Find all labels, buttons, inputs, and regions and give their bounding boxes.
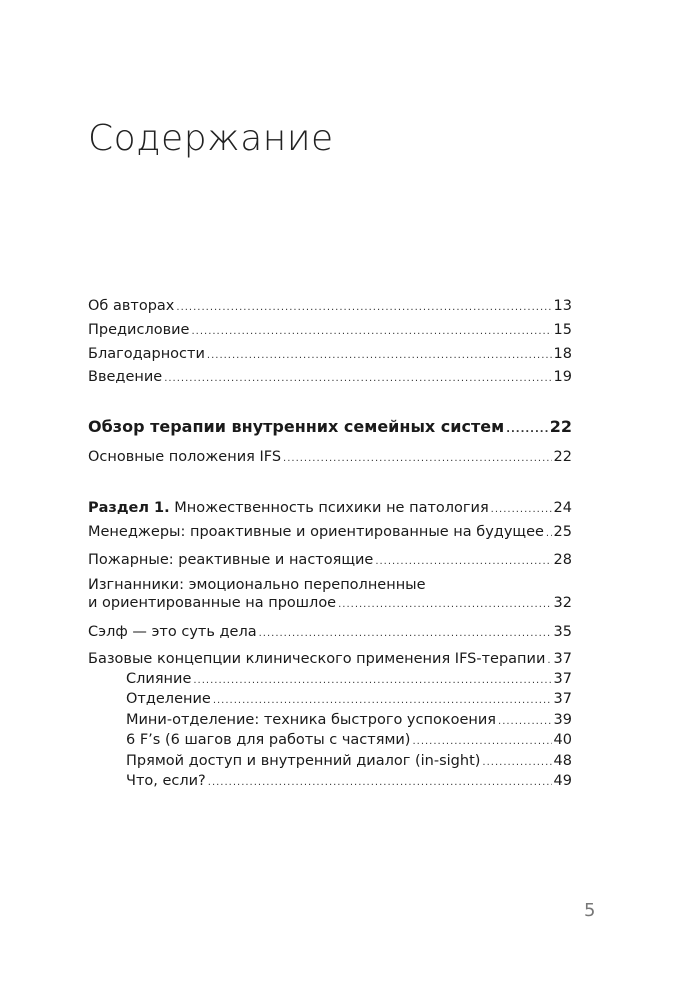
dot-leader <box>375 553 551 571</box>
toc-entry-page: 49 <box>553 773 572 789</box>
dot-leader <box>546 525 552 543</box>
toc-entry-page: 37 <box>553 651 572 667</box>
toc-entry-firefighters[interactable] <box>88 551 572 571</box>
toc-entry-title-line2: и ориентированные на прошлое <box>88 595 337 611</box>
toc-entry-page: 19 <box>553 369 572 385</box>
toc-entry-introduction[interactable] <box>88 368 572 388</box>
toc-entry-title: Отделение <box>126 691 211 707</box>
toc-subentry-blending[interactable] <box>126 670 572 690</box>
dot-leader <box>283 450 552 468</box>
toc-entry-title: Сэлф — это суть дела <box>88 624 257 640</box>
toc-entry-title: Мини-отделение: техника быстрого успокоения <box>126 712 497 728</box>
toc-entry-title: Что, если? <box>126 773 206 789</box>
dot-leader <box>208 774 552 792</box>
toc-entry-self[interactable] <box>88 623 572 643</box>
toc-entry-page: 37 <box>553 671 572 687</box>
toc-subentry-mini-unblending[interactable] <box>126 711 572 731</box>
toc-entry-page: 22 <box>549 417 572 436</box>
toc-entry-ifs-basics[interactable] <box>88 448 572 468</box>
toc-entry-title: Основные положения IFS <box>88 449 282 465</box>
toc-entry-page: 39 <box>553 712 572 728</box>
toc-entry-title-line1: Изгнанники: эмоционально переполненные <box>88 577 426 593</box>
toc-entry-title: Слияние <box>126 671 192 687</box>
dot-leader <box>191 323 551 341</box>
toc-entry-page: 40 <box>553 732 572 748</box>
dot-leader <box>164 370 551 388</box>
toc-entry-title: Пожарные: реактивные и настоящие <box>88 552 374 568</box>
toc-subentry-direct-access[interactable] <box>126 752 572 772</box>
dot-leader <box>482 754 551 772</box>
toc-subentry-6fs[interactable] <box>126 731 572 751</box>
toc-entry-managers[interactable] <box>88 523 572 543</box>
toc-entry-page: 25 <box>553 524 572 540</box>
section-prefix: Раздел 1. <box>88 500 170 516</box>
dot-leader <box>338 596 551 614</box>
dot-leader <box>498 713 552 731</box>
toc-entry-page: 18 <box>553 346 572 362</box>
toc-entry-page: 35 <box>553 624 572 640</box>
toc-entry-page: 28 <box>553 552 572 568</box>
toc-entry-page: 13 <box>553 298 572 314</box>
dot-leader <box>547 652 551 670</box>
toc-entry-title: Предисловие <box>88 322 190 338</box>
section-title: Множественность психики не патология <box>169 500 489 516</box>
toc-entry-basic-concepts[interactable] <box>88 650 572 670</box>
toc-entry-acknowledgements[interactable] <box>88 345 572 365</box>
toc-entry-page: 15 <box>553 322 572 338</box>
dot-leader <box>213 692 552 710</box>
dot-leader <box>193 672 551 690</box>
toc-entry-title: Прямой доступ и внутренний диалог (in-sight) <box>126 753 481 769</box>
toc-entry-title: Базовые концепции клинического применения IFS-терапии <box>88 651 546 667</box>
toc-entry-title: Обзор терапии внутренних семейных систем <box>88 417 505 436</box>
toc-entry-page: 22 <box>553 449 572 465</box>
toc-entry-title <box>88 499 489 517</box>
dot-leader <box>259 625 552 643</box>
dot-leader <box>412 733 551 751</box>
toc-entry-page: 24 <box>553 500 572 516</box>
toc-section-1[interactable] <box>88 499 572 519</box>
dot-leader <box>176 299 551 317</box>
toc-entry-page: 48 <box>553 753 572 769</box>
toc-subentry-unblending[interactable] <box>126 690 572 710</box>
toc-entry-page: 32 <box>553 595 572 611</box>
toc-heading-ifs-overview[interactable] <box>88 418 572 439</box>
page-number: 5 <box>584 900 596 921</box>
toc-entry-title: Введение <box>88 369 163 385</box>
dot-leader <box>207 347 552 365</box>
toc-entry-title: Благодарности <box>88 346 205 362</box>
toc-entry-preface[interactable] <box>88 321 572 341</box>
dot-leader <box>491 501 552 519</box>
toc-entry-page: 37 <box>553 691 572 707</box>
toc-entry-title: 6 F’s (6 шагов для работы с частями) <box>126 732 411 748</box>
toc-entry-title: Об авторах <box>88 298 175 314</box>
toc-subentry-what-if[interactable] <box>126 772 572 792</box>
toc-entry-title: Менеджеры: проактивные и ориентированные на будущее <box>88 524 544 540</box>
toc-entry-about-authors[interactable] <box>88 297 572 317</box>
dot-leader <box>506 421 548 439</box>
page-title: Содержание <box>88 118 334 159</box>
toc-entry-exiles[interactable] <box>88 576 572 614</box>
